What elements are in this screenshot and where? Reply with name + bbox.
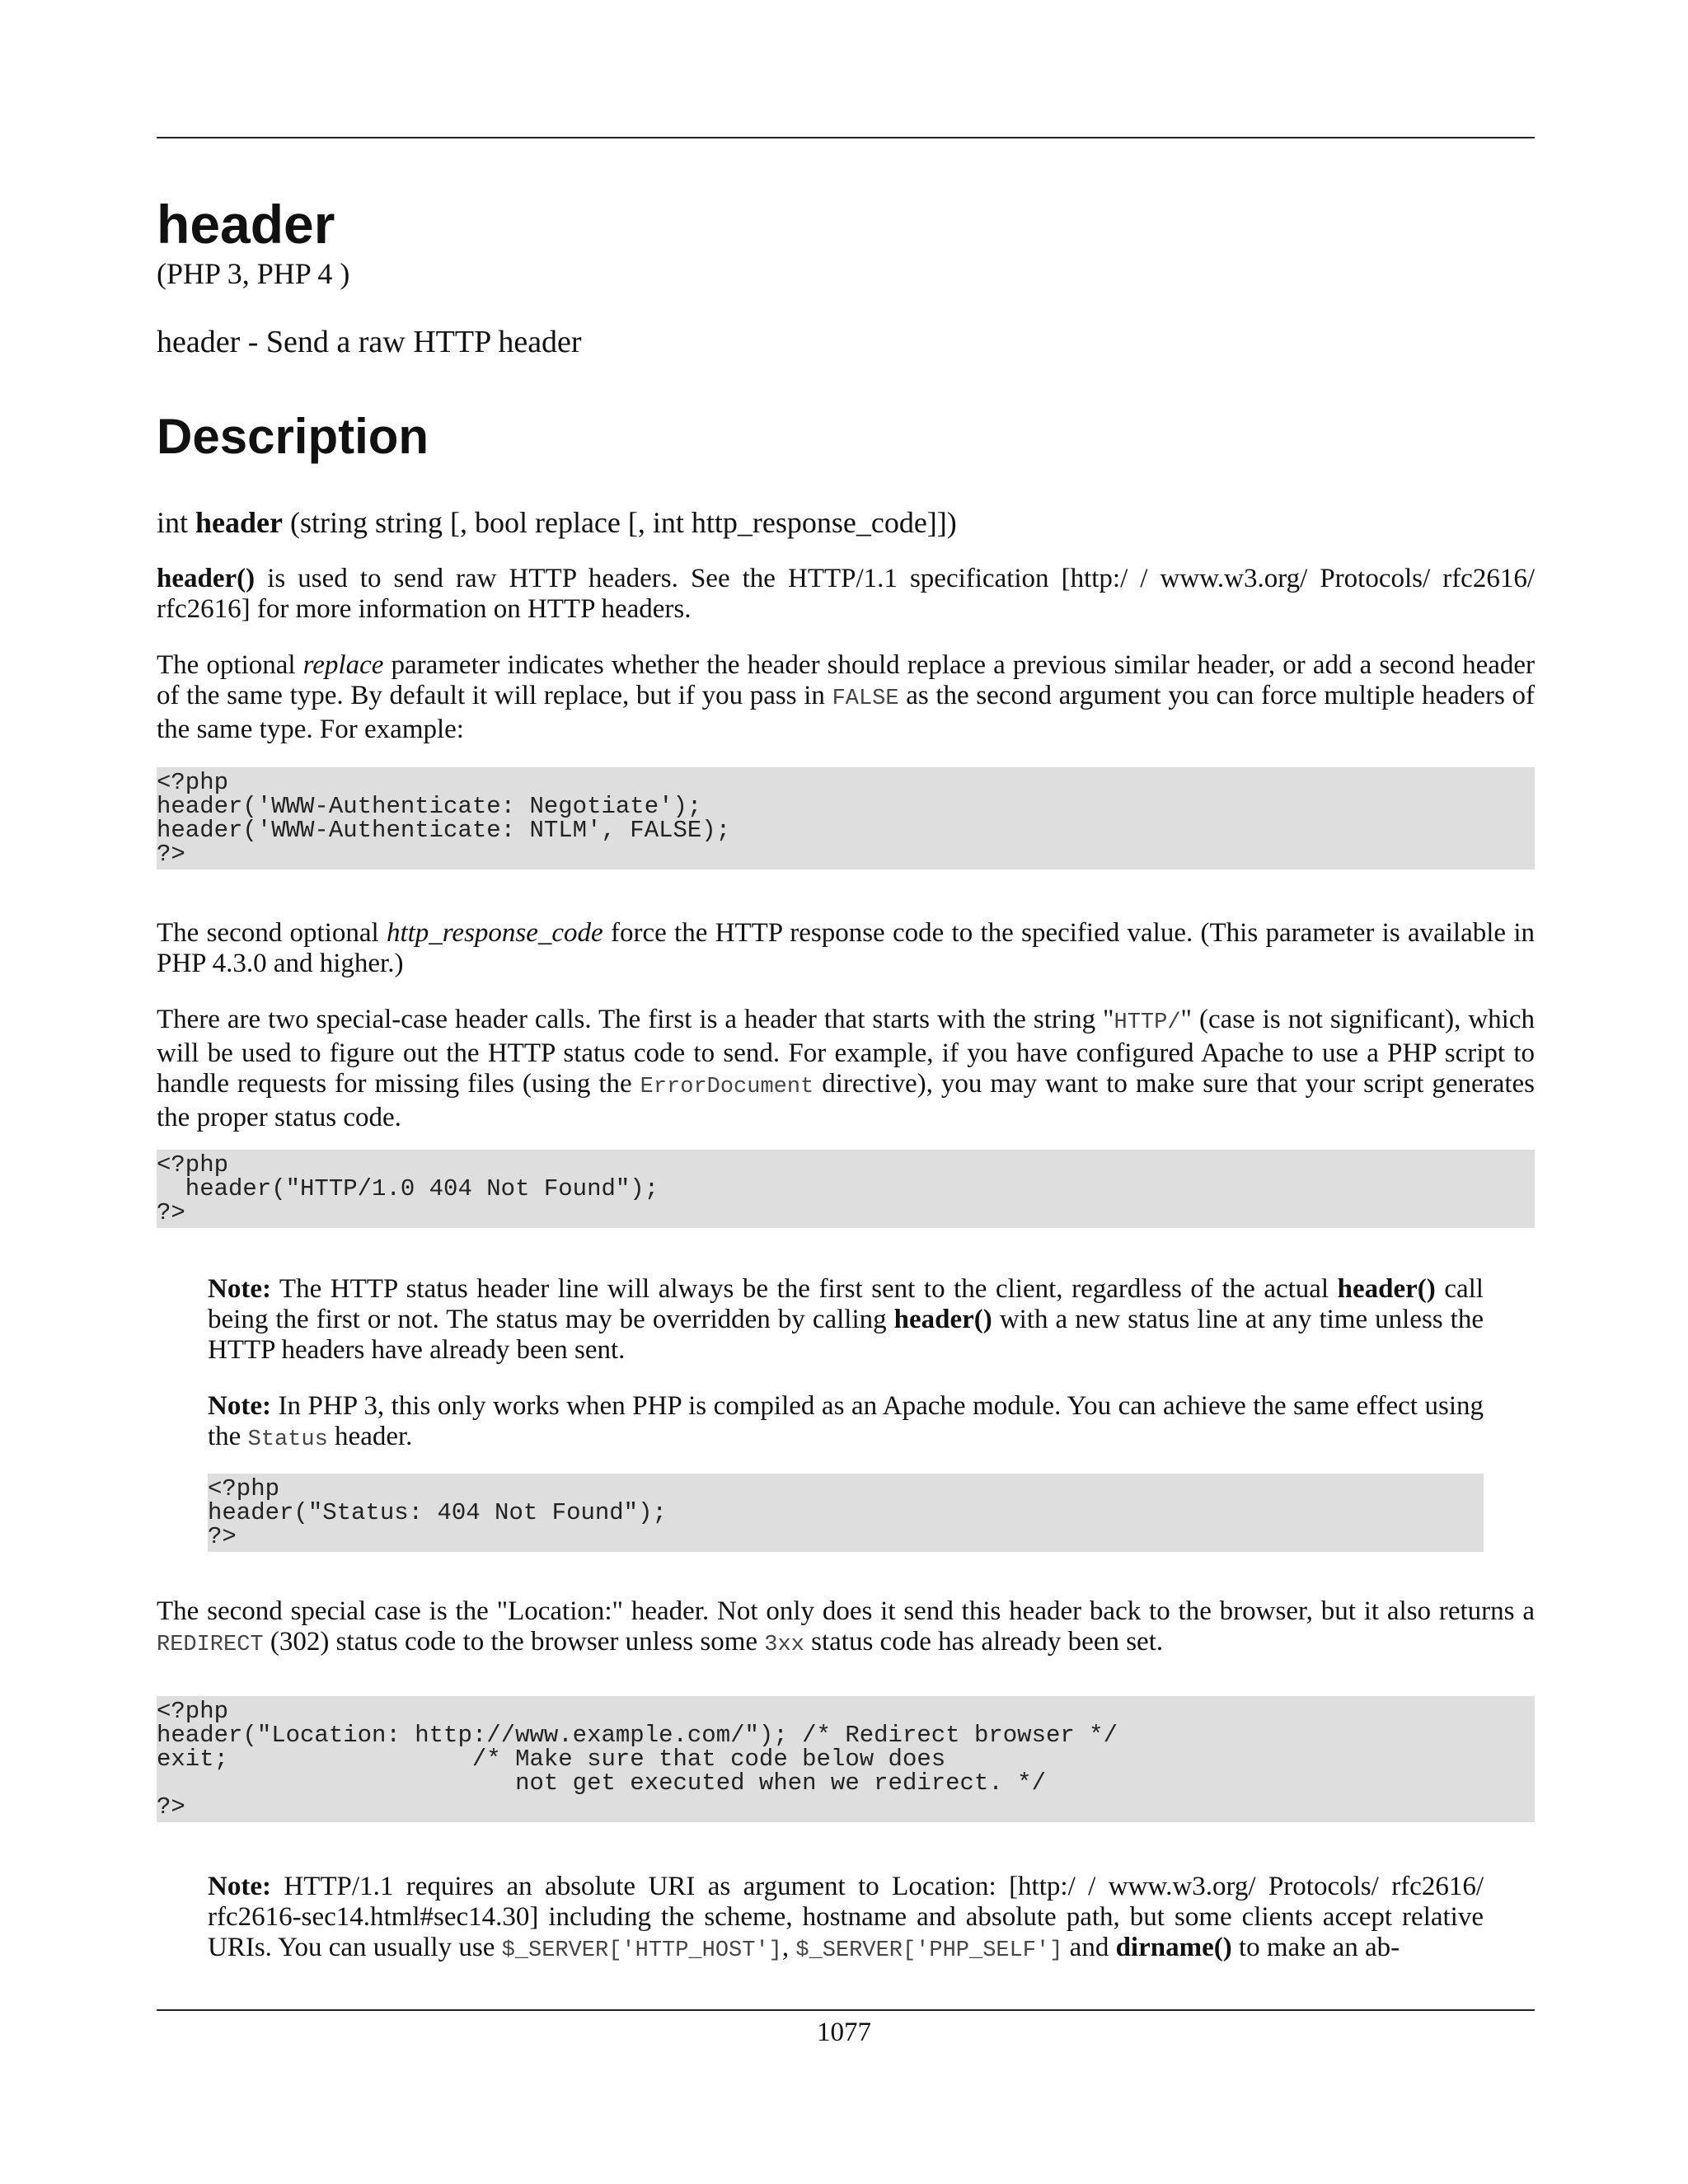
literal-code: Status (247, 1427, 328, 1452)
paragraph-text: The HTTP status header line will always be the first sent to the client, regardless of the actual (270, 1274, 1338, 1304)
paragraph-text: " (case is not significant), which will be used to figure out the HTTP status code to send. For example, if you have configured Apache to use a PHP script to handle requests for missing files (using the (157, 1005, 1535, 1099)
ref-purpose: header - Send a raw HTTP header (157, 325, 582, 359)
note-status-line (208, 1274, 1484, 1366)
parameter-ref: http_response_code (386, 918, 603, 948)
function-ref: header() (157, 564, 256, 593)
function-ref: header() (893, 1305, 992, 1334)
paragraph-text: In PHP 3, this only works when PHP is compiled as an Apache module. You can achieve the same effect using the (208, 1391, 1484, 1451)
paragraph-intro (157, 564, 1535, 625)
parameter-ref: replace (302, 650, 384, 680)
version-info: (PHP 3, PHP 4 ) (157, 257, 350, 290)
paragraph-text: The optional (157, 650, 303, 680)
paragraph-text: (302) status code to the browser unless some (263, 1627, 765, 1657)
paragraph-text: directive), you may want to make sure that your script generates the proper status code. (157, 1069, 1535, 1132)
literal-code: 3xx (764, 1633, 804, 1657)
literal-code: $_SERVER['PHP_SELF'] (795, 1938, 1063, 1963)
note-absolute-uri (208, 1872, 1484, 1966)
code-example-2: <?php header("HTTP/1.0 404 Not Found"); ?> (157, 1150, 1535, 1228)
literal-code: ErrorDocument (640, 1075, 814, 1099)
paragraph-text: header. (327, 1422, 413, 1451)
paragraph-text: , (781, 1933, 796, 1962)
code-example-1: <?php header('WWW-Authenticate: Negotiate'); header('WWW-Authenticate: NTLM', FALSE); ?> (157, 767, 1535, 869)
paragraph-location (157, 1596, 1535, 1661)
section-heading: Description (157, 409, 429, 464)
paragraph-text: parameter indicates whether the header should replace a previous similar header, or add a second header of the same type. By default it will replace, but if you pass in (157, 650, 1535, 710)
paragraph-replace (157, 650, 1535, 745)
paragraph-text: to make an ab- (1231, 1933, 1400, 1962)
function-synopsis (157, 504, 1535, 541)
function-ref: header() (1337, 1274, 1436, 1304)
bottom-rule (157, 2009, 1535, 2011)
note-label: Note: (208, 1872, 271, 1901)
paragraph-text: status code has already been set. (804, 1627, 1164, 1657)
paragraph-text: force the HTTP response code to the specified value. (This parameter is available in PHP 4.3.0 and higher.) (157, 918, 1536, 978)
note-php3 (208, 1391, 1484, 1455)
code-example-4: <?php header("Location: http://www.example.com/"); /* Redirect browser */ exit; /* Make sure that code below does not get executed when we redirect. */ ?> (157, 1696, 1535, 1822)
synopsis-params: (string string [, bool replace [, int http_response_code]]) (290, 506, 957, 539)
note-label: Note: (208, 1391, 271, 1421)
page-number: 1077 (817, 2018, 871, 2047)
literal-code: REDIRECT (157, 1633, 264, 1657)
paragraph-text: with a new status line at any time unless the HTTP headers have already been sent. (208, 1305, 1484, 1365)
paragraph-special-cases (157, 1005, 1535, 1133)
paragraph-text: There are two special-case header calls. The first is a header that starts with the string " (157, 1005, 1114, 1034)
note-label: Note: (208, 1274, 271, 1304)
paragraph-text: call being the first or not. The status may be overridden by calling (208, 1274, 1484, 1334)
page-title: header (157, 194, 335, 255)
code-example-3: <?php header("Status: 404 Not Found"); ?> (208, 1474, 1484, 1552)
paragraph-text: The second special case is the "Location:" header. Not only does it send this header back to the browser, but it also returns a (157, 1596, 1535, 1626)
constant-literal: FALSE (832, 687, 899, 711)
paragraph-text: is used to send raw HTTP headers. See the HTTP/1.1 specification [http:/ / www.w3.org/ Protocols/ rfc2616/ rfc2616] for more information on HTTP headers. (157, 564, 1535, 624)
synopsis-function-name: header (195, 506, 283, 539)
paragraph-text: and (1062, 1933, 1116, 1962)
literal-code: HTTP/ (1114, 1010, 1181, 1035)
paragraph-response-code (157, 918, 1535, 979)
paragraph-text: The second optional (157, 918, 387, 948)
literal-code: $_SERVER['HTTP_HOST'] (501, 1938, 782, 1963)
synopsis-return-type: int (157, 506, 189, 539)
function-ref: dirname() (1115, 1933, 1232, 1962)
paragraph-text: as the second argument you can force multiple headers of the same type. For example: (157, 681, 1535, 744)
paragraph-text: HTTP/1.1 requires an absolute URI as argument to Location: [http:/ / www.w3.org/ Protocols/ rfc2616/ rfc2616-sec14.html#sec14.30] including the scheme, hostname and absolute path, but some clients accept relative URIs. You can usually use (208, 1872, 1484, 1962)
top-rule (157, 137, 1535, 138)
